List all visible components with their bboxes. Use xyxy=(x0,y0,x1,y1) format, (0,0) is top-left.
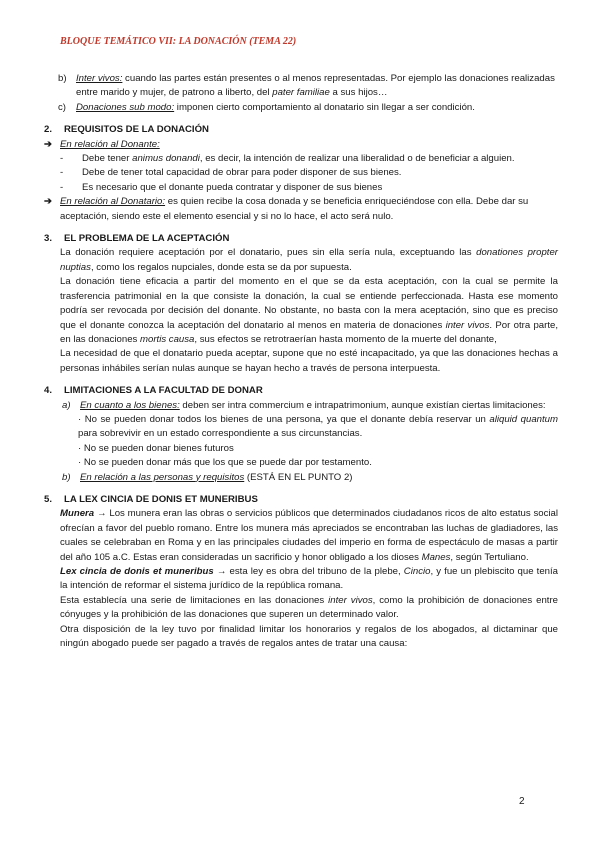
arrow-icon: ➔ xyxy=(44,196,53,208)
list-item: - Es necesario que el donante pueda contratar y disponer de sus bienes xyxy=(60,181,383,193)
section-title: 2. REQUISITOS DE LA DONACIÓN xyxy=(44,124,209,136)
list-item: b) En relación a las personas y requisitos (ESTÁ EN EL PUNTO 2) xyxy=(62,471,353,483)
paragraph: La donación tiene eficacia a partir del momento en el que se da esta aceptación, con la cual se permite la trasferencia patrimonial en la que consiste la donación, la cual se entiende perfeccionada. Hasta ese momento podría ser revocada por decisión del donante. No obstante, no basta con la mera aceptación, sino que es preciso que el donante conozca la aceptación del donatario al menos en materia de donaciones inter vivos. Por otra parte, en las donaciones mortis causa, sus efectos se retrotraerían hasta momento de la muerte del donante, xyxy=(60,276,559,345)
list-item: b) Inter vivos: cuando las partes están presentes o al menos representadas. Por ejemplo las donaciones realizadas entre marido y mujer, de patrono a liberto, del pater familiae a sus hijos… xyxy=(58,73,555,99)
paragraph: La necesidad de que el donatario pueda aceptar, supone que no esté incapacitado, ya que las donaciones hechas a personas inhábiles serían nulas aunque se hayan hecho a través de persona interpuesta. xyxy=(60,348,558,374)
section-title: 3. EL PROBLEMA DE LA ACEPTACIÓN xyxy=(44,233,230,245)
list-item: a) En cuanto a los bienes: deben ser intra commercium e intrapatrimonium, aunque existían ciertas limitaciones: xyxy=(62,399,546,411)
page-header: BLOQUE TEMÁTICO VII: LA DONACIÓN (TEMA 22) xyxy=(60,36,297,47)
bullet-item: · No se pueden donar más que los que se puede dar por testamento. xyxy=(78,457,372,469)
list-item: - Debe de tener total capacidad de obrar para poder disponer de sus bienes. xyxy=(60,167,402,179)
arrow-icon: ➔ xyxy=(44,138,53,150)
list-item: - Debe tener animus donandi, es decir, la intención de realizar una liberalidad o de beneficiar a alguien. xyxy=(60,153,515,165)
bullet-item: · No se pueden donar todos los bienes de una persona, ya que el donante debía reservar un aliquid quantum para sobrevivir en un estado correspondiente a sus circunstancias. xyxy=(78,413,558,440)
list-item: c) Donaciones sub modo: imponen cierto comportamiento al donatario sin llegar a ser condición. xyxy=(58,101,475,113)
section-title: 4. LIMITACIONES A LA FACULTAD DE DONAR xyxy=(44,385,263,397)
term: Donaciones sub modo: xyxy=(76,101,175,113)
paragraph: Otra disposición de la ley tuvo por finalidad limitar los honorarios y regalos de los abogados, al dictaminar que ningún abogado puede ser pagado a través de regalos antes de tratar una causa: xyxy=(60,623,558,650)
paragraph: La donación requiere aceptación por el donatario, pues sin ella sería nula, exceptuando las donationes propter nuptias, como los regalos nupciales, donde esta se da por supuesta. xyxy=(60,247,558,273)
paragraph: Lex cincia de donis et muneribus → esta ley es obra del tribuno de la plebe, Cincio, y fue un plebiscito que tenía la intención de reformar el sistema jurídico de la república romana. xyxy=(60,566,559,592)
document-body xyxy=(44,72,558,651)
paragraph: Esta establecía una serie de limitaciones en las donaciones inter vivos, como la prohibición de donaciones entre cónyuges y la prohibición de las donaciones que superen un determinado valor. xyxy=(60,594,558,621)
list-item: ➔ En relación al Donatario: es quien recibe la cosa donada y se beneficia enriqueciéndose con ella. Debe dar su aceptación, siendo este el elemento esencial y si no lo hace, el acto será nulo. xyxy=(44,195,558,224)
bullet-item: · No se pueden donar bienes futuros xyxy=(78,442,234,454)
page-number: 2 xyxy=(519,796,525,807)
term: Inter vivos: xyxy=(76,73,123,84)
list-item: ➔ En relación al Donante: xyxy=(44,138,558,152)
paragraph: Munera → Los munera eran las obras o servicios públicos que determinados ciudadanos ricos de alto estatus social ofrecían a favor del pueblo romano. Entre los munera más apreciados se encontraban las luchas de gladiadores, las cuales se celebraban en Roma y en las principales ciudades del imperio en forma de espectáculo de masas a partir del año 105 a.C. Estas eran consideradas un sacrificio y honor obligado a los dioses Manes, según Tertuliano. xyxy=(60,508,558,563)
section-title: 5. LA LEX CINCIA DE DONIS ET MUNERIBUS xyxy=(44,493,258,505)
